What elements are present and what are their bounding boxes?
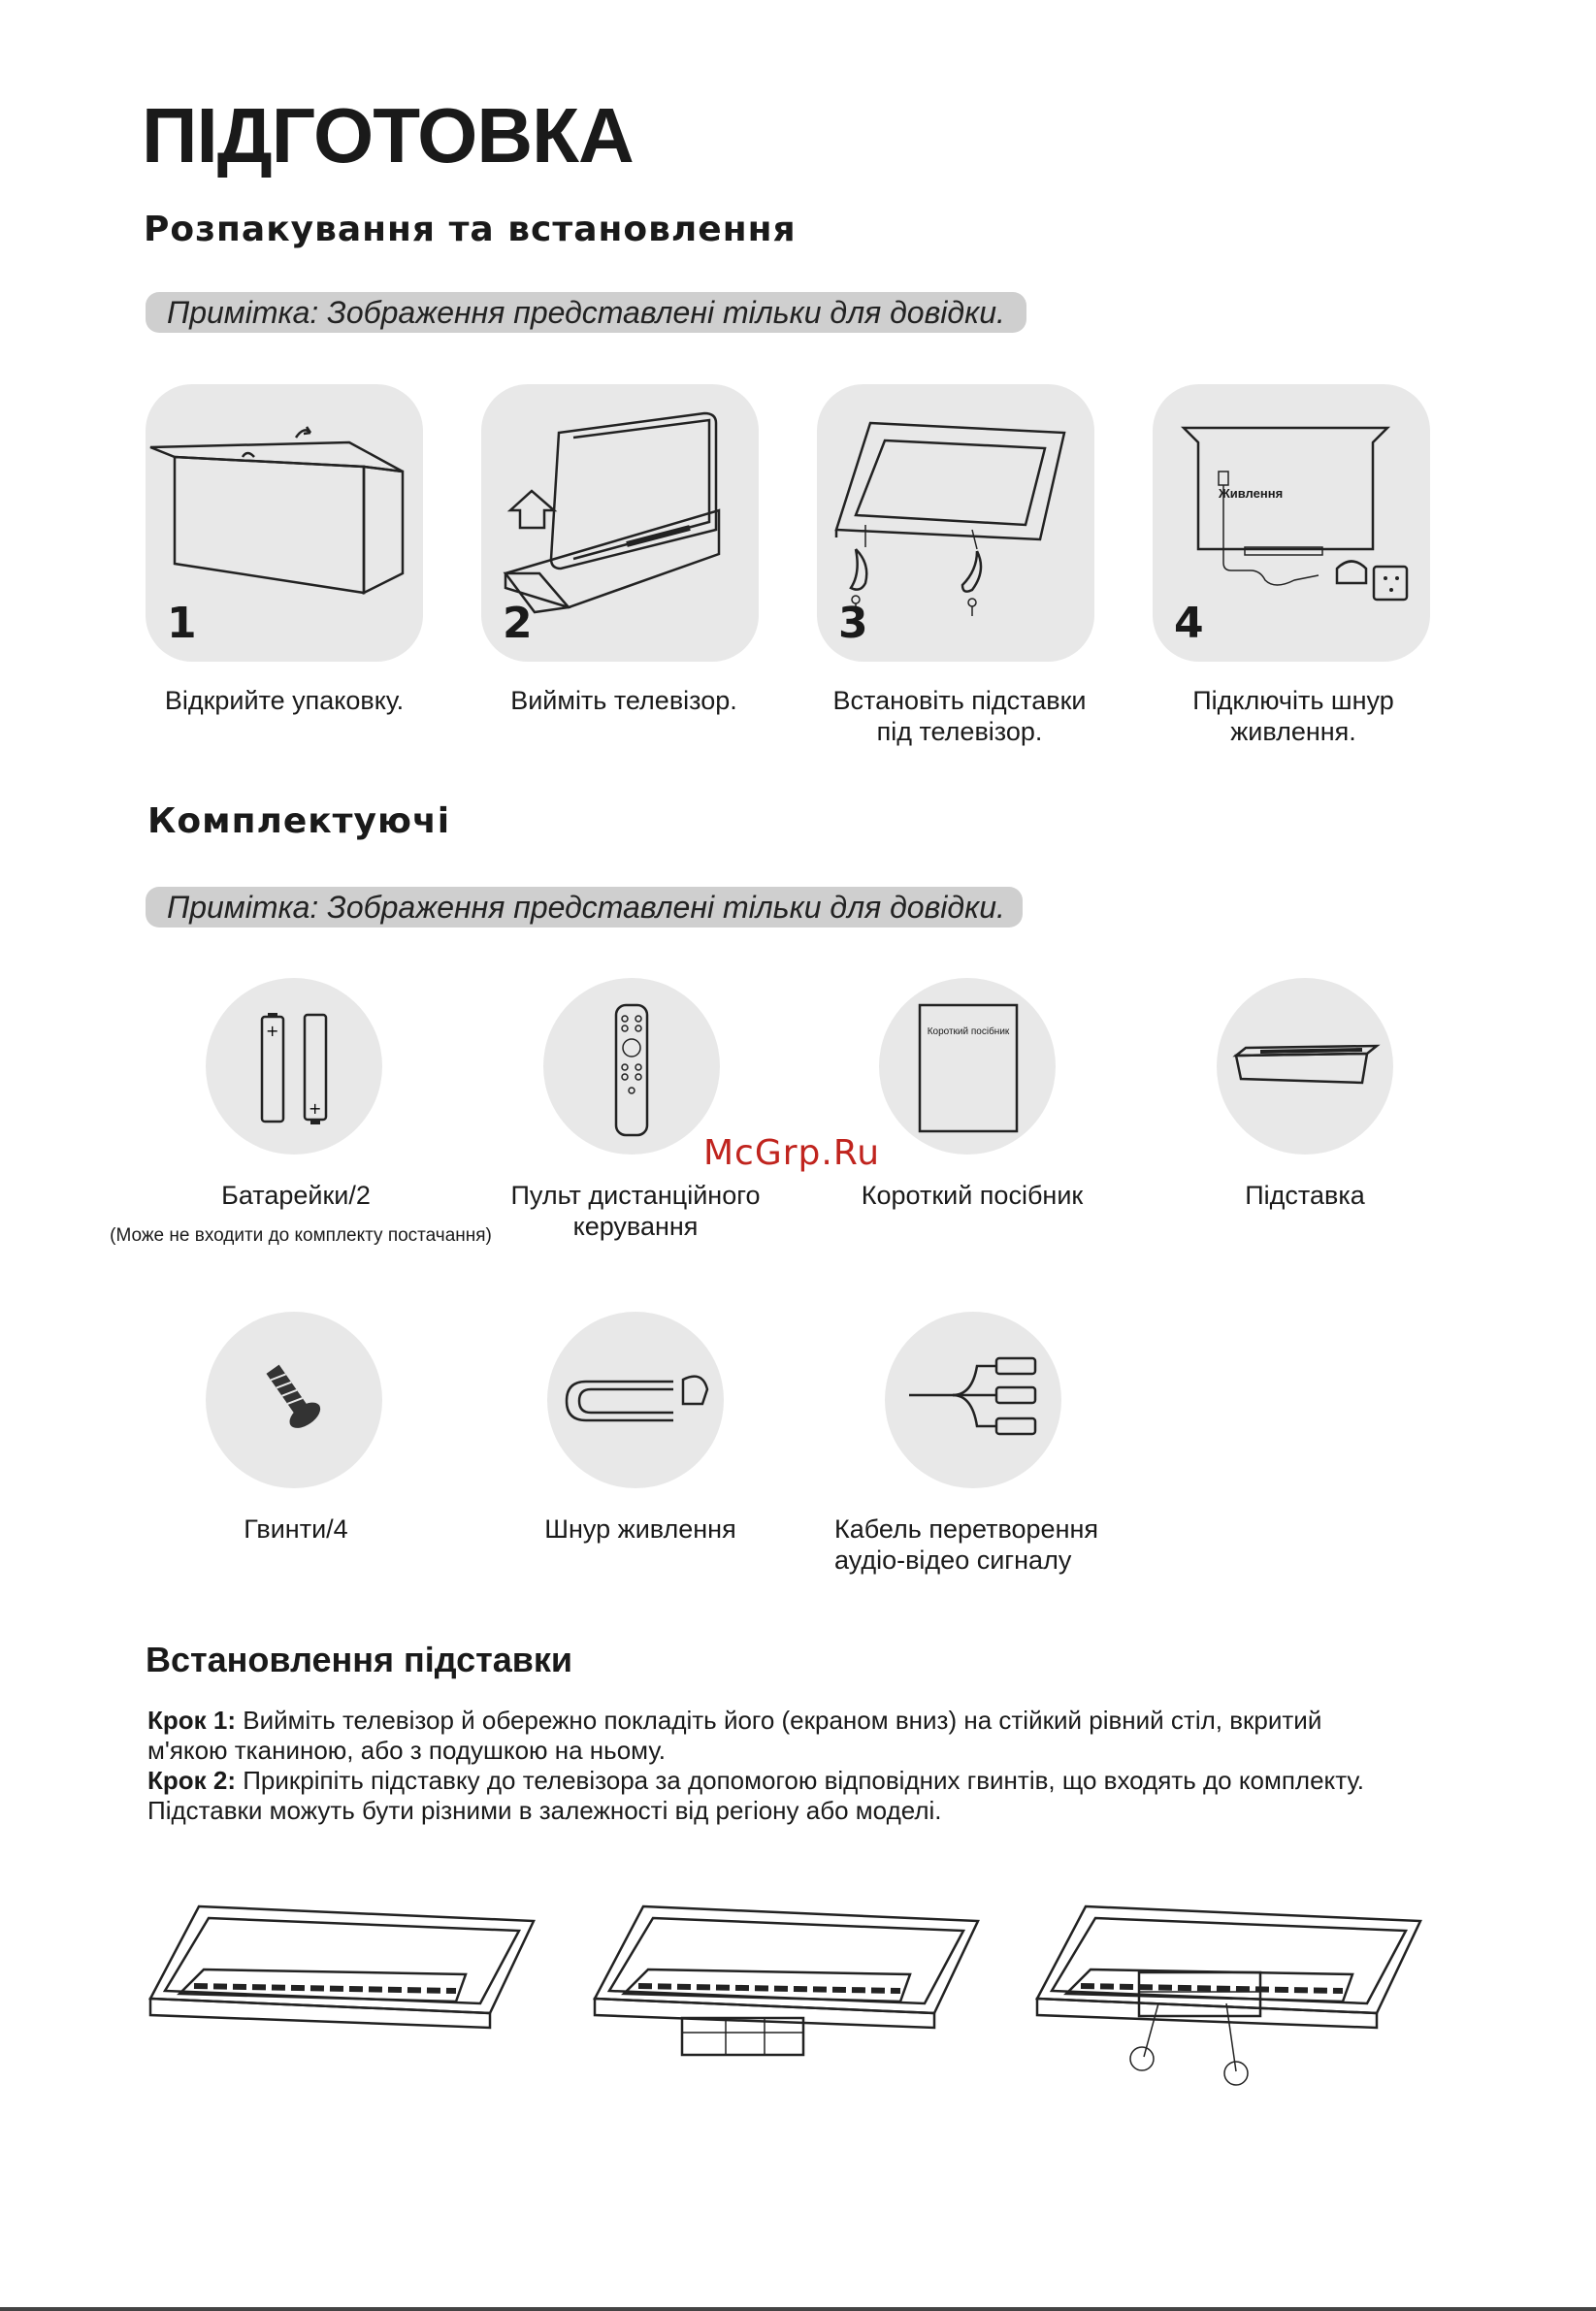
svg-text:+: + (309, 1099, 322, 1118)
section-heading-stand-installation: Встановлення підставки (146, 1640, 573, 1679)
step-3-caption-line-1: Встановіть підставки (832, 686, 1087, 715)
av-cable-label (834, 1514, 1116, 1576)
step-1-number: 1 (167, 599, 197, 648)
step-3-illustration (817, 384, 1094, 662)
page-bottom-rule (0, 2307, 1596, 2311)
remote-control-label-line-2: керування (572, 1212, 699, 1241)
stand-installation-diagram-2 (590, 1897, 988, 2062)
step-4-caption (1145, 685, 1442, 747)
step-2-number: 2 (503, 599, 533, 648)
stand-installation-diagram-1 (146, 1897, 543, 2091)
watermark: McGrp.Ru (703, 1133, 881, 1173)
batteries-icon (206, 978, 382, 1155)
stand-label: Підставка (1245, 1181, 1365, 1210)
step-2-text: Прикріпіть підставку до телевізора за допомогою відповідних гвинтів, що входять до комплекту. Підставки можуть бути різними в залежності від регіону або моделі. (147, 1766, 1365, 1825)
step-1-caption: Відкрийте упаковку. (164, 686, 405, 715)
batteries-sublabel: (Може не входити до комплекту постачання) (110, 1225, 492, 1246)
av-cable-label-line-1: Кабель перетворення (834, 1514, 1099, 1544)
power-cord-icon (547, 1312, 724, 1488)
instruction-step-1 (147, 1706, 1409, 1766)
av-cable-label-line-2: аудіо-відео сигналу (834, 1546, 1072, 1575)
remote-control-icon (543, 978, 720, 1155)
step-1-illustration (146, 384, 423, 662)
step-4-caption-line-1: Підключіть шнур (1192, 686, 1394, 715)
screws-icon (206, 1312, 382, 1488)
svg-text:+: + (266, 1022, 279, 1040)
step-3-number: 3 (838, 599, 868, 648)
screws-label: Гвинти/4 (244, 1514, 348, 1544)
instruction-step-2 (147, 1766, 1409, 1826)
note-banner-unpacking: Примітка: Зображення представлені тільки для довідки. (146, 292, 1026, 333)
stand-icon (1217, 978, 1393, 1155)
step-4-illustration (1153, 384, 1430, 662)
batteries-label: Батарейки/2 (221, 1181, 371, 1210)
step-2-caption: Вийміть телевізор. (510, 686, 737, 715)
step-4-number: 4 (1174, 599, 1204, 648)
step-3-caption (811, 685, 1108, 747)
power-label: Живлення (1219, 486, 1284, 501)
step-1-text: Вийміть телевізор й обережно покладіть його (екраном вниз) на стійкий рівний стіл, вкритий м'якою тканиною, або з подушкою на ньому. (147, 1706, 1322, 1765)
step-2-illustration (481, 384, 759, 662)
page-title: ПІДГОТОВКА (142, 92, 634, 179)
quick-guide-icon (879, 978, 1056, 1155)
quick-guide-label: Короткий посібник (861, 1181, 1084, 1210)
step-4-caption-line-2: живлення. (1230, 717, 1356, 746)
note-banner-accessories: Примітка: Зображення представлені тільки для довідки. (146, 887, 1023, 928)
av-cable-icon (885, 1312, 1061, 1488)
section-heading-accessories: Комплектуючі (147, 801, 451, 841)
remote-control-label (485, 1180, 786, 1242)
section-heading-unpacking: Розпакування та встановлення (144, 210, 797, 249)
stand-instructions (147, 1706, 1409, 1826)
step-1-label: Крок 1: (147, 1706, 236, 1735)
step-2-label: Крок 2: (147, 1766, 236, 1795)
stand-installation-diagram-3 (1032, 1897, 1430, 2091)
quick-guide-booklet-text: Короткий посібник (927, 1026, 1010, 1037)
power-cord-label: Шнур живлення (544, 1514, 736, 1544)
remote-control-label-line-1: Пульт дистанційного (510, 1181, 761, 1210)
step-3-caption-line-2: під телевізор. (876, 717, 1043, 746)
